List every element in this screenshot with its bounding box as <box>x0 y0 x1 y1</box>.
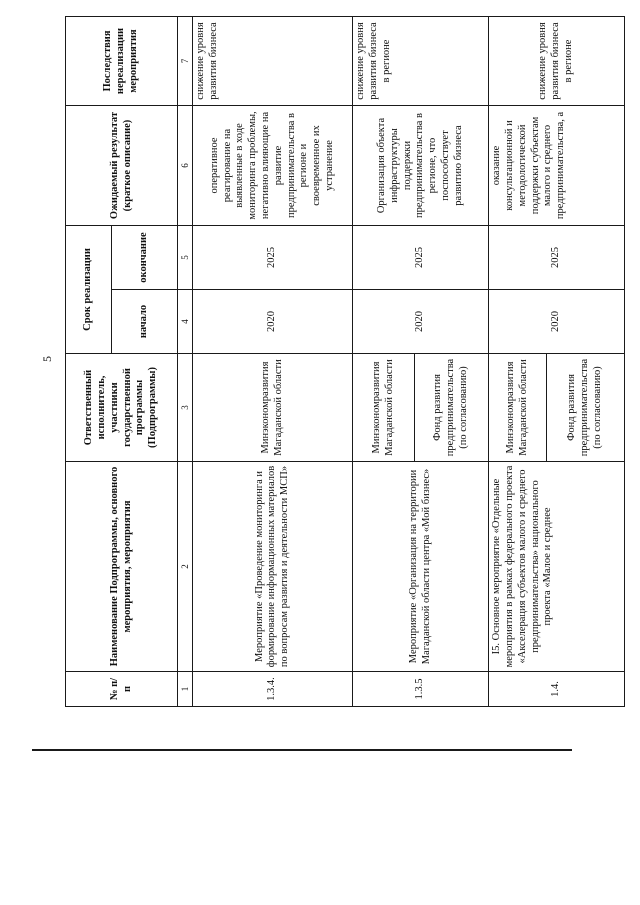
row-consequence: снижение уровня развития бизнеса в регионе <box>489 17 625 106</box>
binding-line <box>32 749 572 751</box>
row-result: оперативное реагирование на выявленные в ходе мониторинга проблемы, негативно влияющие на развитие предпринимательства в регионе и своевременное их устранение <box>193 106 353 226</box>
row-end: 2025 <box>353 226 489 290</box>
row-num: 1.3.4. <box>193 672 353 707</box>
row-name: I5. Основное мероприятие «Отдельные мероприятия в рамках федерального проекта «Акселерация субъектов малого и среднего предпринимательства» национального проекта «Малое и среднее <box>489 462 625 672</box>
program-table <box>65 16 625 707</box>
header-start: начало <box>112 290 178 354</box>
row-num: 1.3.5 <box>353 672 489 707</box>
row-executor: Минэкономразвития Магаданской области <box>353 354 415 462</box>
index-cell: 2 <box>178 462 193 672</box>
table-row <box>353 17 415 707</box>
page-number: 5 <box>40 356 54 362</box>
row-name: Мероприятие «Проведение мониторинга и формирование информационных материалов по вопросам развития и деятельности МСП» <box>193 462 353 672</box>
index-cell: 3 <box>178 354 193 462</box>
header-consequence: Последствия нереализации мероприятия <box>66 17 178 106</box>
row-executor-2: Фонд развития предпринимательства (по согласованию) <box>415 354 489 462</box>
rotated-table-container <box>65 17 625 707</box>
row-consequence: снижение уровня развития бизнеса <box>193 17 353 106</box>
row-result: Организация объекта инфраструктуры поддержки предпринимательства в регионе, что поспособствует развитию бизнеса <box>353 106 489 226</box>
row-end: 2025 <box>489 226 625 290</box>
row-name: Мероприятие «Организация на территории Магаданской области центра «Мой бизнес» <box>353 462 489 672</box>
header-executor: Ответственный исполнитель, участники государственной программы (Подпрограммы) <box>66 354 178 462</box>
header-end: окончание <box>112 226 178 290</box>
index-cell: 5 <box>178 226 193 290</box>
row-executor: Минэкономразвития Магаданской области <box>193 354 353 462</box>
header-term: Срок реализации <box>66 226 112 354</box>
index-cell: 6 <box>178 106 193 226</box>
header-name: Наименование Подпрограммы, основного мероприятия, мероприятия <box>66 462 178 672</box>
row-executor-2: Фонд развития предпринимательства (по согласованию) <box>546 354 624 462</box>
index-row <box>178 17 193 707</box>
row-result: оказание консультационной и методологической поддержки субъектам малого и среднего предпринимательства, а <box>489 106 625 226</box>
index-cell: 1 <box>178 672 193 707</box>
index-cell: 7 <box>178 17 193 106</box>
index-cell: 4 <box>178 290 193 354</box>
row-consequence: снижение уровня развития бизнеса в регионе <box>353 17 489 106</box>
row-start: 2020 <box>193 290 353 354</box>
table-row <box>489 17 547 707</box>
row-start: 2020 <box>353 290 489 354</box>
table-row <box>193 17 353 707</box>
row-executor: Минэкономразвития Магаданской области <box>489 354 547 462</box>
header-result: Ожидаемый результат (краткое описание) <box>66 106 178 226</box>
row-num: 1.4. <box>489 672 625 707</box>
row-start: 2020 <box>489 290 625 354</box>
row-end: 2025 <box>193 226 353 290</box>
header-num: № п/п <box>66 672 178 707</box>
